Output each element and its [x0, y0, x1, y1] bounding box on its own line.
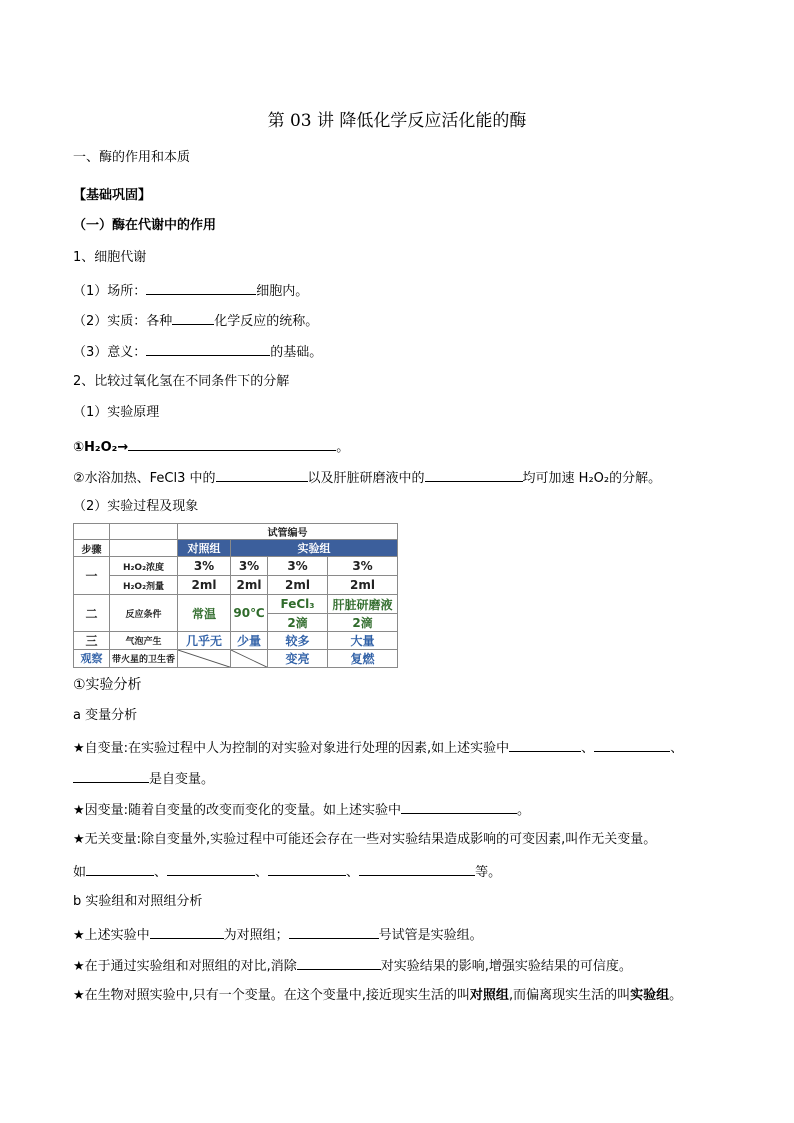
irrelevant-variable-examples: 如 、 、 、 等。 — [73, 861, 501, 883]
irrelevant-variable: ★无关变量:除自变量外,实验过程中可能还会存在一些对实验结果造成影响的可变因素,叫作无关变量。 — [73, 832, 657, 847]
blank-irrelevant[interactable] — [297, 955, 381, 970]
table-cell: 2ml — [178, 576, 231, 595]
blank-control[interactable] — [150, 924, 224, 939]
blank-dep[interactable] — [401, 799, 517, 814]
table-cell: 变亮 — [268, 649, 328, 667]
item-heading: 1、细胞代谢 — [73, 250, 147, 265]
section-heading: 一、酶的作用和本质 — [73, 150, 191, 165]
blank-essence[interactable] — [172, 310, 214, 325]
table-cell: 3% — [178, 557, 231, 576]
blank-fecl3[interactable] — [216, 467, 308, 482]
step-one: 一 — [74, 557, 110, 595]
table-cell: 2ml — [231, 576, 268, 595]
bubble-label: 气泡产生 — [110, 631, 178, 649]
observe-label: 观察 — [74, 649, 110, 667]
blank-irrel-2[interactable] — [167, 861, 255, 876]
table-cell: 复燃 — [328, 649, 398, 667]
table-cell: 2滴 — [328, 613, 398, 631]
table-cell: 3% — [328, 557, 398, 576]
blank-indep-3[interactable] — [73, 768, 149, 783]
page-title: 第 03 讲 降低化学反应活化能的酶 — [267, 111, 527, 131]
basic-heading: 【基础巩固】 — [73, 188, 152, 203]
table-cell: 2ml — [268, 576, 328, 595]
condition-label: 反应条件 — [110, 595, 178, 631]
blank-liver[interactable] — [425, 467, 523, 482]
step-header: 步骤 — [74, 540, 110, 557]
group-analysis-heading: b 实验组和对照组分析 — [73, 894, 203, 909]
blank-irrel-4[interactable] — [359, 861, 475, 876]
empty-cell-diagonal — [231, 649, 268, 667]
blank-location[interactable] — [146, 280, 256, 295]
table-cell: 较多 — [268, 631, 328, 649]
table-cell: 3% — [231, 557, 268, 576]
blank-reaction[interactable] — [128, 436, 336, 451]
group-analysis-1: ★上述实验中 为对照组； 号试管是实验组。 — [73, 924, 483, 946]
table-corner — [110, 524, 178, 540]
control-group-header: 对照组 — [178, 540, 231, 557]
step-three: 三 — [74, 631, 110, 649]
item-heading-2: 2、比较过氧化氢在不同条件下的分解 — [73, 374, 290, 389]
analysis-heading: ①实验分析 — [73, 677, 142, 693]
table-cell — [110, 540, 178, 557]
table-cell: 大量 — [328, 631, 398, 649]
group-analysis-3: ★在生物对照实验中,只有一个变量。在这个变量中,接近现实生活的叫对照组,而偏离现实生活的叫实验组。 — [73, 988, 683, 1003]
experiment-group-header: 实验组 — [231, 540, 398, 557]
dose-label: H₂O₂剂量 — [110, 576, 178, 595]
subsection-heading: （一）酶在代谢中的作用 — [73, 218, 217, 233]
empty-cell-diagonal — [178, 649, 231, 667]
table-cell: 常温 — [178, 595, 231, 631]
blank-significance[interactable] — [146, 341, 270, 356]
blank-indep-2[interactable] — [594, 737, 670, 752]
principle-heading: （1）实验原理 — [73, 405, 160, 420]
question-significance: （3）意义： 的基础。 — [73, 341, 322, 363]
blank-indep-1[interactable] — [509, 737, 581, 752]
table-cell: 2ml — [328, 576, 398, 595]
process-heading: （2）实验过程及现象 — [73, 499, 199, 514]
table-cell: 2滴 — [268, 613, 328, 631]
group-analysis-2: ★在于通过实验组和对照组的对比,消除 对实验结果的影响,增强实验结果的可信度。 — [73, 955, 632, 977]
table-cell: 肝脏研磨液 — [328, 595, 398, 613]
independent-variable-cont: 是自变量。 — [73, 768, 214, 790]
principle-1: ①H₂O₂→ 。 — [73, 436, 349, 458]
table-cell: 90℃ — [231, 595, 268, 631]
table-cell: 3% — [268, 557, 328, 576]
table-cell: 几乎无 — [178, 631, 231, 649]
question-location: （1）场所： 细胞内。 — [73, 280, 308, 302]
table-cell: FeCl₃ — [268, 595, 328, 613]
incense-label: 带火星的卫生香 — [110, 649, 178, 667]
step-two: 二 — [74, 595, 110, 631]
blank-experiment[interactable] — [289, 924, 379, 939]
experiment-table — [73, 523, 398, 668]
principle-2: ②水浴加热、FeCl3 中的 以及肝脏研磨液中的 均可加速 H₂O₂的分解。 — [73, 467, 661, 489]
table-corner — [74, 524, 110, 540]
blank-irrel-1[interactable] — [86, 861, 154, 876]
table-cell: 少量 — [231, 631, 268, 649]
independent-variable: ★自变量:在实验过程中人为控制的对实验对象进行处理的因素,如上述实验中 、 、 — [73, 737, 683, 759]
dependent-variable: ★因变量:随着自变量的改变而变化的变量。如上述实验中 。 — [73, 799, 530, 821]
variable-analysis-heading: a 变量分析 — [73, 708, 138, 723]
tube-number-header: 试管编号 — [178, 524, 398, 540]
blank-irrel-3[interactable] — [268, 861, 346, 876]
question-essence: （2）实质：各种 化学反应的统称。 — [73, 310, 318, 332]
conc-label: H₂O₂浓度 — [110, 557, 178, 576]
